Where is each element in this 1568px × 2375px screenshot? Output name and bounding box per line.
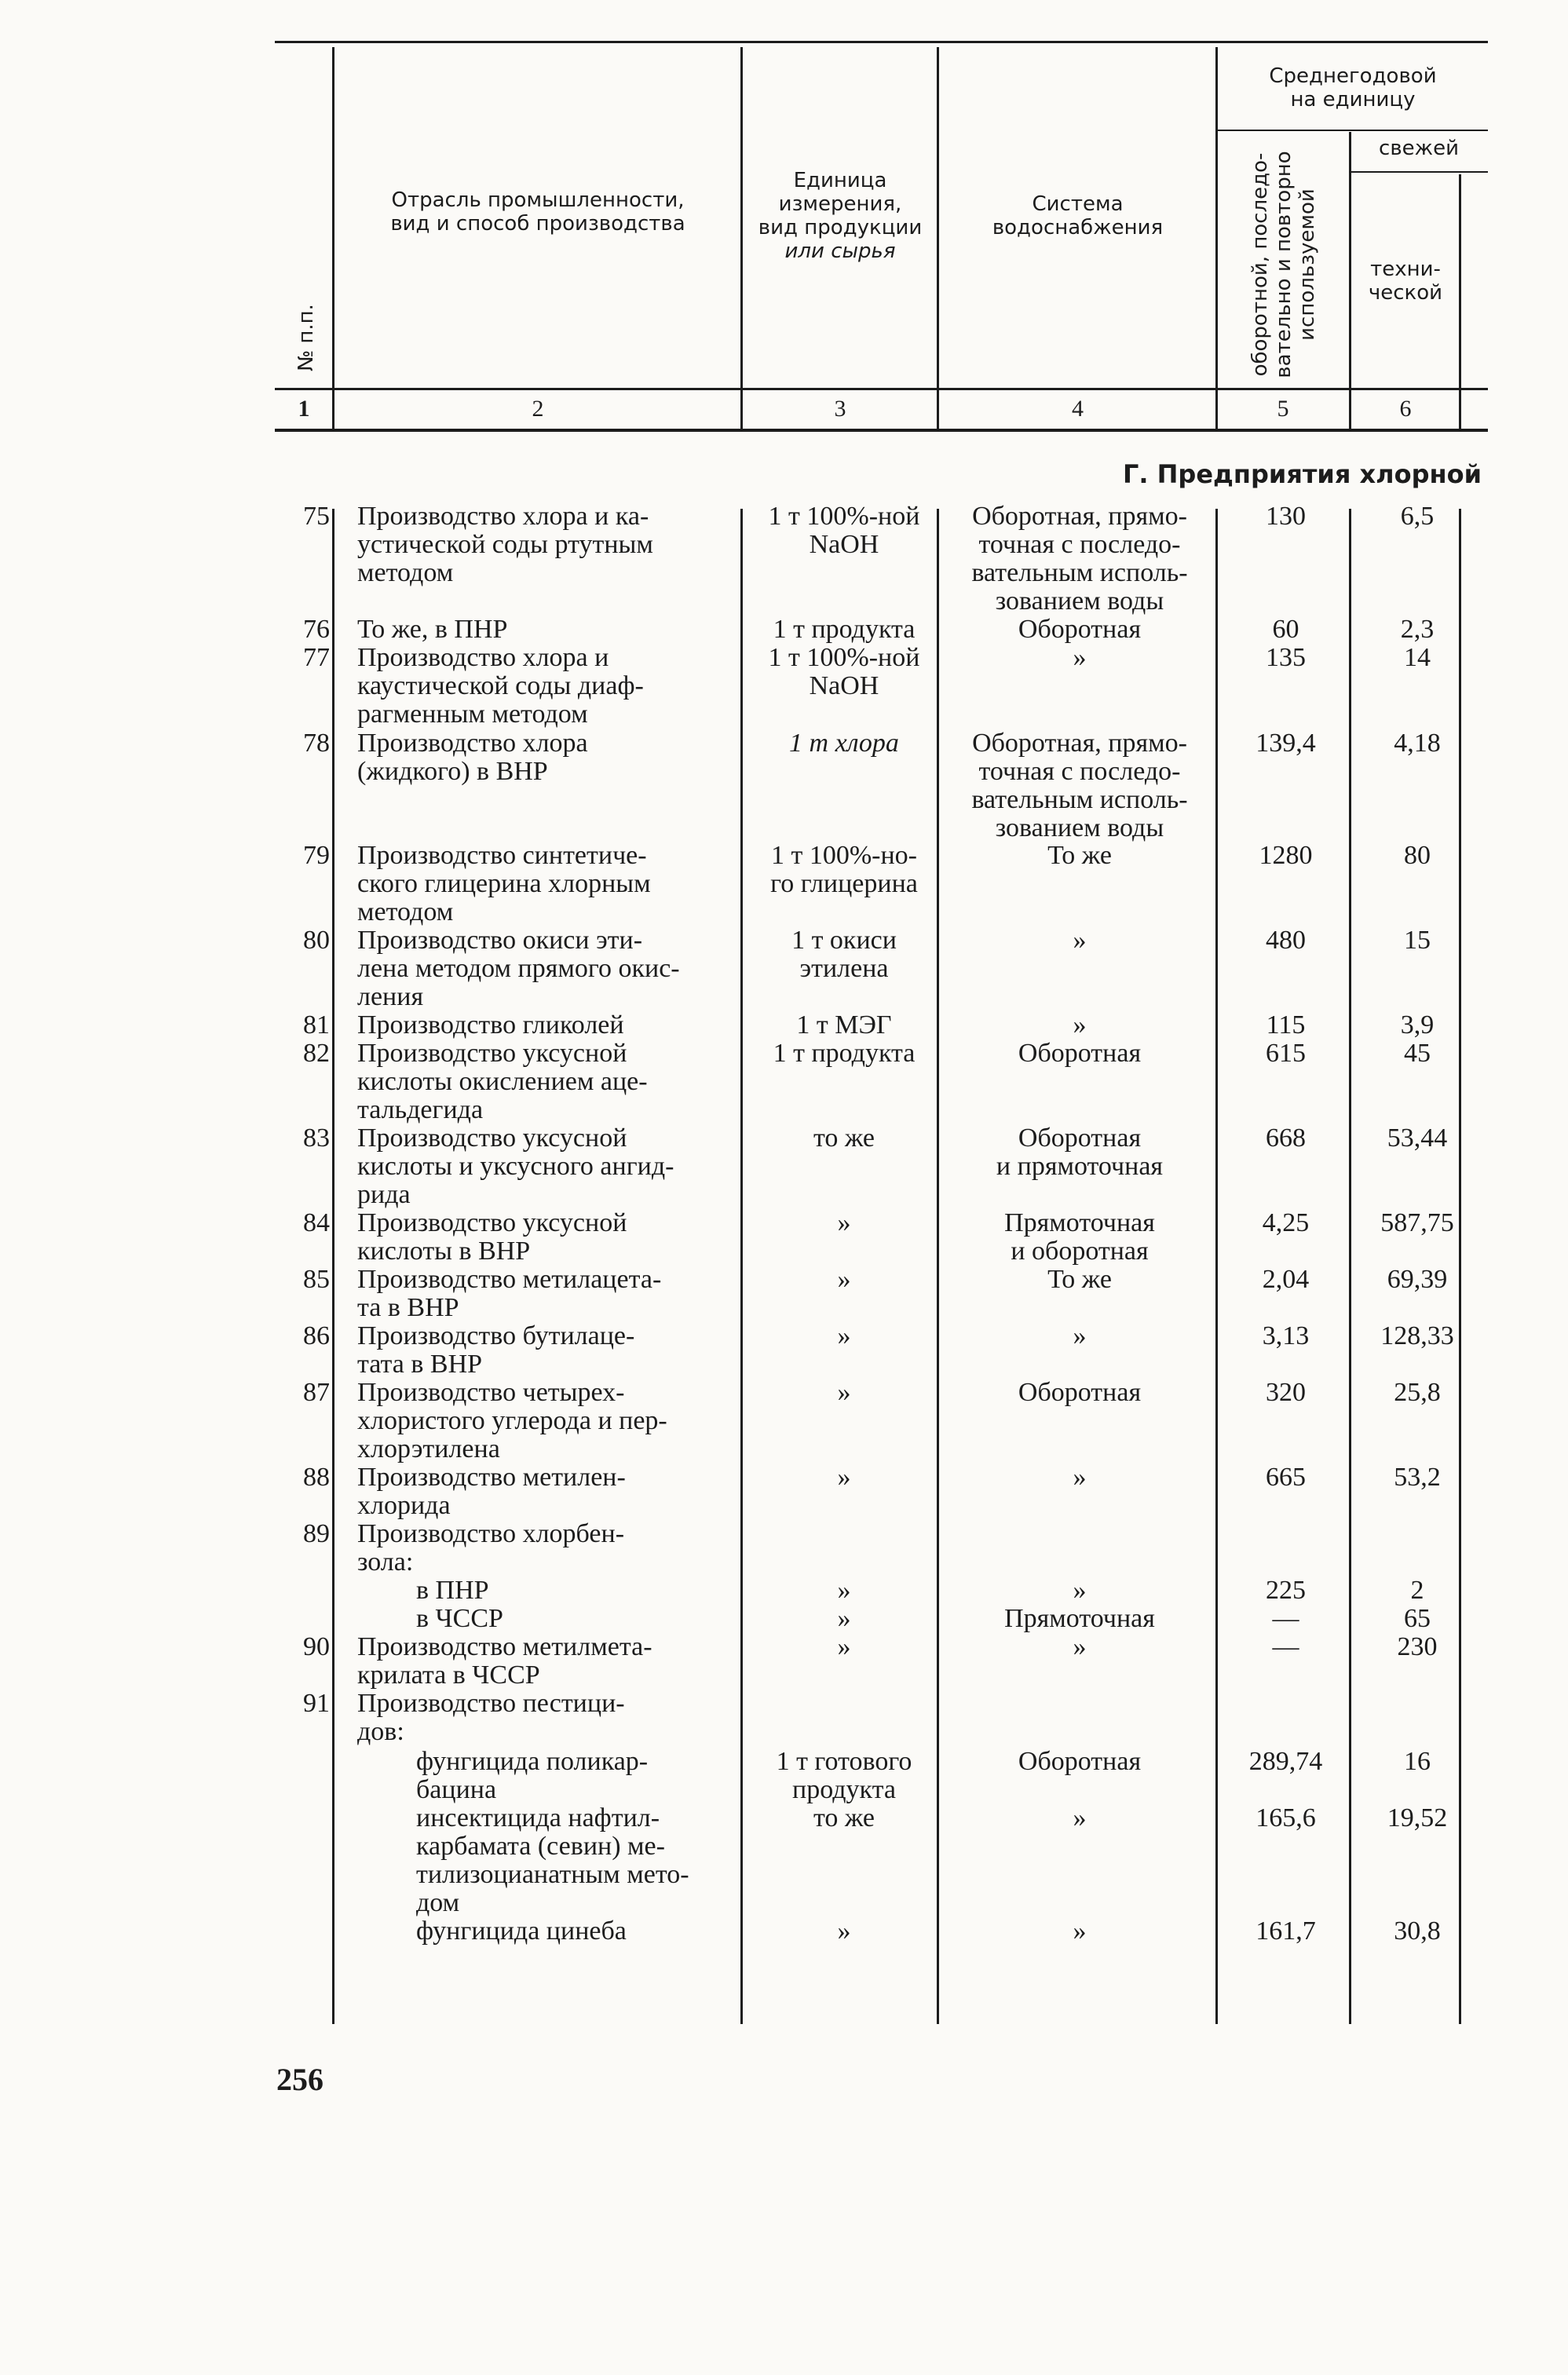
row-86-recycled: 3,13 bbox=[1262, 1321, 1310, 1350]
row-87-system: Оборотная bbox=[1018, 1378, 1142, 1407]
row-77-name: Производство хлора и каустической соды диаф- рагменным методом bbox=[357, 643, 644, 729]
row-77-recycled: 135 bbox=[1266, 643, 1306, 672]
row-77-technical: 14 bbox=[1404, 643, 1431, 672]
colnum-bottom-rule bbox=[275, 429, 1488, 432]
row-75-technical: 6,5 bbox=[1400, 502, 1435, 531]
header-num-label: № п.п. bbox=[294, 304, 318, 371]
header-unit bbox=[746, 169, 934, 263]
row-78-system: Оборотная, прямо- точная с последо- вательным исполь- зованием воды bbox=[971, 729, 1188, 842]
row-88-name: Производство метилен- хлорида bbox=[357, 1463, 626, 1520]
row-84-recycled: 4,25 bbox=[1262, 1208, 1310, 1237]
row-86-name: Производство бутилаце- тата в ВНР bbox=[357, 1321, 635, 1379]
row-91a-name: фунгицида поликар- бацина bbox=[416, 1747, 649, 1804]
row-87-recycled: 320 bbox=[1266, 1378, 1306, 1407]
row-75-unit: 1 т 100%-ной NaOH bbox=[768, 502, 920, 559]
colnum-2: 2 bbox=[532, 396, 544, 422]
row-83-num: 83 bbox=[303, 1124, 330, 1153]
header-recycled: оборотной, последо- вательно и повторно используемой bbox=[1248, 151, 1319, 378]
row-89b-name: в ЧССР bbox=[416, 1604, 503, 1633]
row-83-name: Производство уксусной кислоты и уксусного ангид- рида bbox=[357, 1124, 674, 1209]
row-77-num: 77 bbox=[303, 643, 330, 672]
row-89b-unit: » bbox=[837, 1604, 851, 1633]
header-unit-label: Единица измерения, вид продукции bbox=[758, 169, 923, 239]
row-80-name: Производство окиси эти- лена методом прямого окис- ления bbox=[357, 926, 680, 1011]
header-bottom-rule bbox=[275, 388, 1488, 390]
row-86-unit: » bbox=[837, 1321, 851, 1350]
row-82-technical: 45 bbox=[1404, 1039, 1431, 1068]
row-89a-technical: 2 bbox=[1410, 1576, 1424, 1605]
row-84-system: Прямоточная и оборотная bbox=[1004, 1208, 1155, 1266]
row-90-technical: 230 bbox=[1397, 1632, 1438, 1661]
row-91b-technical: 19,52 bbox=[1387, 1803, 1448, 1832]
row-91-name: Производство пестици- дов: bbox=[357, 1689, 625, 1746]
row-91b-name: инсектицида нафтил- карбамата (севин) ме- тилизоцианатным мето- дом bbox=[416, 1803, 689, 1917]
header-system: Система водоснабжения bbox=[992, 192, 1164, 239]
row-81-recycled: 115 bbox=[1266, 1010, 1306, 1040]
row-83-system: Оборотная и прямоточная bbox=[996, 1124, 1164, 1181]
row-83-technical: 53,44 bbox=[1387, 1124, 1448, 1153]
row-85-technical: 69,39 bbox=[1387, 1265, 1448, 1294]
row-89a-name: в ПНР bbox=[416, 1576, 489, 1605]
row-87-name: Производство четырех- хлористого углерода и пер- хлорэтилена bbox=[357, 1378, 667, 1463]
row-90-unit: » bbox=[837, 1632, 851, 1661]
row-91c-unit: » bbox=[837, 1916, 851, 1946]
row-86-system: » bbox=[1073, 1321, 1087, 1350]
row-87-unit: » bbox=[837, 1378, 851, 1407]
row-91b-unit: то же bbox=[813, 1803, 875, 1832]
header-avg: Среднегодовой на единицу bbox=[1269, 64, 1437, 111]
row-88-unit: » bbox=[837, 1463, 851, 1492]
row-76-system: Оборотная bbox=[1018, 615, 1142, 644]
row-80-system: » bbox=[1073, 926, 1087, 955]
row-78-name: Производство хлора (жидкого) в ВНР bbox=[357, 729, 588, 786]
row-82-system: Оборотная bbox=[1018, 1039, 1142, 1068]
row-91b-system: » bbox=[1073, 1803, 1087, 1832]
row-75-recycled: 130 bbox=[1266, 502, 1306, 531]
row-85-name: Производство метилацета- та в ВНР bbox=[357, 1265, 662, 1322]
row-89b-system: Прямоточная bbox=[1004, 1604, 1155, 1633]
header-vline-2 bbox=[740, 47, 743, 432]
row-90-system: » bbox=[1073, 1632, 1087, 1661]
row-76-name: То же, в ПНР bbox=[357, 615, 508, 644]
row-91b-recycled: 165,6 bbox=[1255, 1803, 1316, 1832]
row-88-system: » bbox=[1073, 1463, 1087, 1492]
row-76-unit: 1 т продукта bbox=[773, 615, 916, 644]
row-81-name: Производство гликолей bbox=[357, 1010, 624, 1040]
row-86-num: 86 bbox=[303, 1321, 330, 1350]
row-91a-recycled: 289,74 bbox=[1248, 1747, 1323, 1776]
row-90-recycled: — bbox=[1272, 1632, 1299, 1661]
body-vline-1 bbox=[332, 509, 334, 2024]
row-91c-name: фунгицида цинеба bbox=[416, 1916, 627, 1946]
header-vline-6 bbox=[1459, 174, 1461, 432]
row-85-unit: » bbox=[837, 1265, 851, 1294]
row-79-unit: 1 т 100%-но- го глицерина bbox=[770, 841, 918, 898]
row-82-unit: 1 т продукта bbox=[773, 1039, 916, 1068]
row-79-num: 79 bbox=[303, 841, 330, 870]
row-91c-technical: 30,8 bbox=[1394, 1916, 1441, 1946]
row-88-technical: 53,2 bbox=[1394, 1463, 1441, 1492]
header-vline-1 bbox=[332, 47, 334, 432]
row-80-recycled: 480 bbox=[1266, 926, 1306, 955]
row-75-system: Оборотная, прямо- точная с последо- вательным исполь- зованием воды bbox=[971, 502, 1188, 616]
row-79-system: То же bbox=[1047, 841, 1112, 870]
header-vline-4 bbox=[1215, 47, 1218, 432]
header-vline-5 bbox=[1349, 132, 1351, 432]
row-84-technical: 587,75 bbox=[1380, 1208, 1454, 1237]
row-91a-technical: 16 bbox=[1404, 1747, 1431, 1776]
row-78-recycled: 139,4 bbox=[1255, 729, 1316, 758]
body-vline-4 bbox=[1215, 509, 1218, 2024]
row-78-unit: 1 т хлора bbox=[789, 729, 899, 758]
row-78-technical: 4,18 bbox=[1394, 729, 1441, 758]
row-75-num: 75 bbox=[303, 502, 330, 531]
header-unit-italic: или сырья bbox=[784, 239, 896, 263]
row-90-num: 90 bbox=[303, 1632, 330, 1661]
row-79-recycled: 1280 bbox=[1259, 841, 1313, 870]
row-81-num: 81 bbox=[303, 1010, 330, 1040]
section-title: Г. Предприятия хлорной bbox=[1122, 459, 1482, 489]
row-89a-recycled: 225 bbox=[1266, 1576, 1306, 1605]
row-83-recycled: 668 bbox=[1266, 1124, 1306, 1153]
row-80-num: 80 bbox=[303, 926, 330, 955]
colnum-1: 1 bbox=[298, 396, 310, 422]
row-89-name: Производство хлорбен- зола: bbox=[357, 1519, 625, 1577]
row-76-num: 76 bbox=[303, 615, 330, 644]
row-91c-system: » bbox=[1073, 1916, 1087, 1946]
row-89-num: 89 bbox=[303, 1519, 330, 1548]
page-number: 256 bbox=[276, 2062, 323, 2097]
row-82-name: Производство уксусной кислоты окислением аце- тальдегида bbox=[357, 1039, 648, 1124]
row-87-technical: 25,8 bbox=[1394, 1378, 1441, 1407]
row-77-system: » bbox=[1073, 643, 1087, 672]
row-76-technical: 2,3 bbox=[1400, 615, 1435, 644]
row-89a-unit: » bbox=[837, 1576, 851, 1605]
row-89a-system: » bbox=[1073, 1576, 1087, 1605]
fresh-rule bbox=[1349, 171, 1488, 173]
row-81-system: » bbox=[1073, 1010, 1087, 1040]
row-81-technical: 3,9 bbox=[1400, 1010, 1435, 1040]
row-86-technical: 128,33 bbox=[1380, 1321, 1454, 1350]
colnum-6: 6 bbox=[1399, 396, 1412, 422]
row-84-num: 84 bbox=[303, 1208, 330, 1237]
row-79-name: Производство синтетиче- ского глицерина хлорным методом bbox=[357, 841, 651, 926]
row-85-system: То же bbox=[1047, 1265, 1112, 1294]
row-85-num: 85 bbox=[303, 1265, 330, 1294]
avg-rule bbox=[1215, 130, 1488, 131]
top-rule bbox=[275, 41, 1488, 43]
row-89b-technical: 65 bbox=[1404, 1604, 1431, 1633]
row-80-technical: 15 bbox=[1404, 926, 1431, 955]
row-82-num: 82 bbox=[303, 1039, 330, 1068]
colnum-5: 5 bbox=[1277, 396, 1289, 422]
row-88-recycled: 665 bbox=[1266, 1463, 1306, 1492]
row-80-unit: 1 т окиси этилена bbox=[791, 926, 897, 983]
row-82-recycled: 615 bbox=[1266, 1039, 1306, 1068]
row-90-name: Производство метилмета- крилата в ЧССР bbox=[357, 1632, 652, 1690]
colnum-4: 4 bbox=[1072, 396, 1084, 422]
row-85-recycled: 2,04 bbox=[1262, 1265, 1310, 1294]
header-vline-3 bbox=[937, 47, 939, 432]
row-91a-unit: 1 т готового продукта bbox=[776, 1747, 912, 1804]
row-84-name: Производство уксусной кислоты в ВНР bbox=[357, 1208, 627, 1266]
row-91-num: 91 bbox=[303, 1689, 330, 1718]
row-79-technical: 80 bbox=[1404, 841, 1431, 870]
row-91a-system: Оборотная bbox=[1018, 1747, 1142, 1776]
row-78-num: 78 bbox=[303, 729, 330, 758]
row-88-num: 88 bbox=[303, 1463, 330, 1492]
header-technical: техни- ческой bbox=[1368, 258, 1443, 305]
row-89b-recycled: — bbox=[1272, 1604, 1299, 1633]
row-81-unit: 1 т МЭГ bbox=[796, 1010, 892, 1040]
row-87-num: 87 bbox=[303, 1378, 330, 1407]
row-84-unit: » bbox=[837, 1208, 851, 1237]
row-77-unit: 1 т 100%-ной NaOH bbox=[768, 643, 920, 700]
header-industry: Отрасль промышленности, вид и способ производства bbox=[390, 188, 685, 236]
header-fresh: свежей bbox=[1379, 137, 1459, 160]
row-76-recycled: 60 bbox=[1272, 615, 1299, 644]
row-75-name: Производство хлора и ка- устической соды ртутным методом bbox=[357, 502, 653, 587]
row-91c-recycled: 161,7 bbox=[1255, 1916, 1316, 1946]
row-83-unit: то же bbox=[813, 1124, 875, 1153]
colnum-3: 3 bbox=[834, 396, 846, 422]
